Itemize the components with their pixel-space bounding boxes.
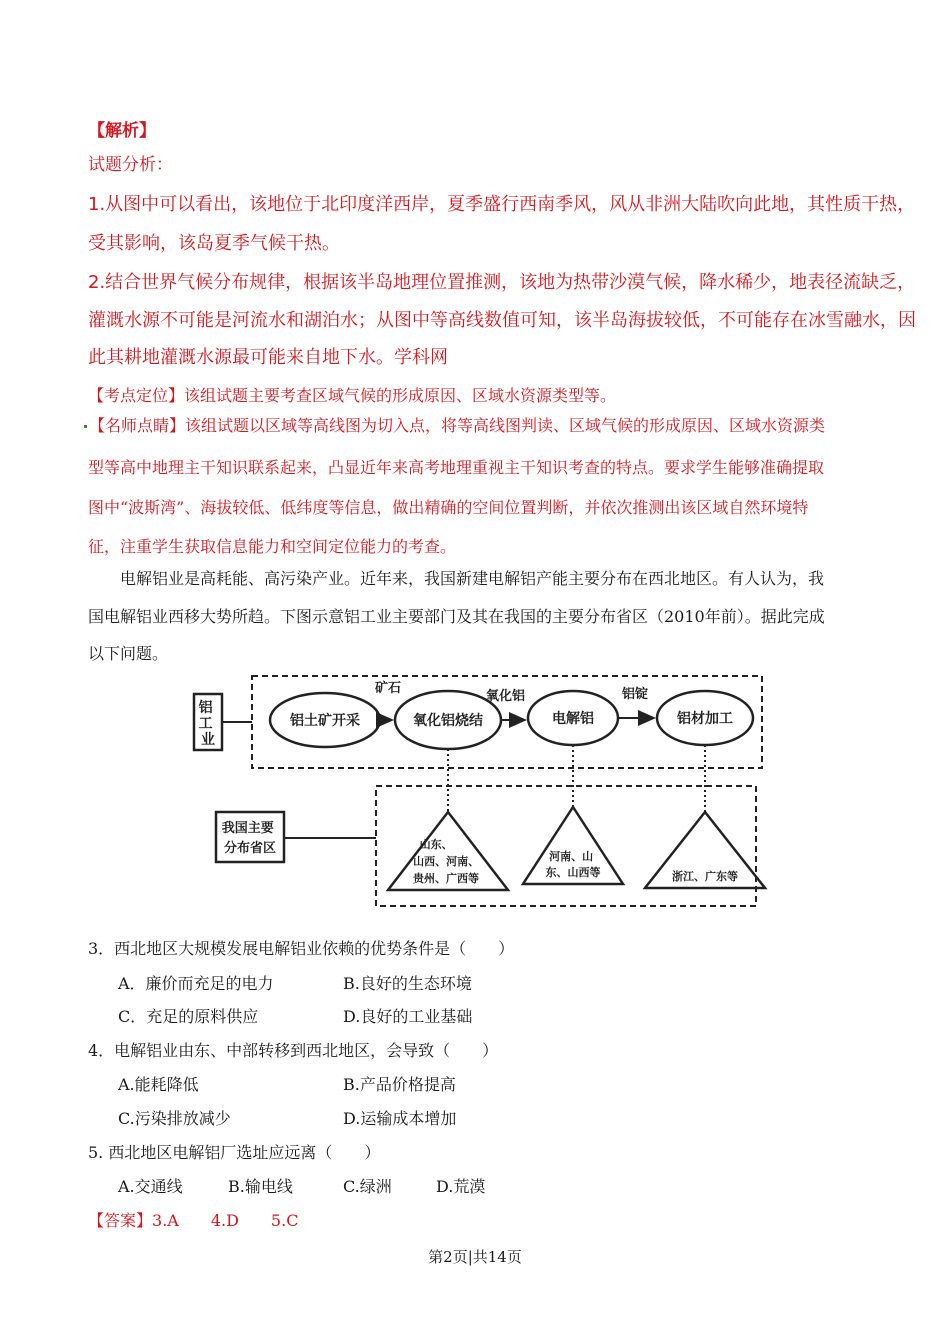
question-stem: 3．西北地区大规模发展电解铝业依赖的优势条件是（ ）	[88, 939, 515, 958]
kaodian-note: 【考点定位】该组试题主要考查区域气候的形成原因、区域水资源类型等。	[88, 386, 617, 405]
answer-line	[88, 1208, 298, 1231]
triangle-label-line: 河南、山	[549, 850, 594, 863]
option-b[interactable]: B.输电线	[228, 1177, 293, 1196]
option-d[interactable]: D.运输成本增加	[343, 1109, 457, 1128]
industry-label-char-1: 铝	[198, 700, 213, 716]
analysis-line: 此其耕地灌溉水源最可能来自地下水。学科网	[88, 347, 448, 368]
aluminum-industry-diagram	[180, 662, 770, 912]
triangle-label-line: 浙江、广东等	[672, 870, 738, 883]
analysis-heading: 【解析】	[88, 121, 156, 141]
region-label-line-1: 我国主要	[221, 821, 274, 836]
region-label-line-2: 分布省区	[223, 841, 277, 856]
node-label: 电解铝	[552, 711, 594, 727]
option-c[interactable]: C．充足的原料供应	[118, 1007, 259, 1026]
passage-line: 国电解铝业西移大势所趋。下图示意铝工业主要部门及其在我国的主要分布省区（2010年前）。据此完成	[88, 607, 825, 626]
mingshi-line: 图中“波斯湾”、海拔较低、低纬度等信息，做出精确的空间位置判断，并依次推测出该区域自然环境特	[88, 498, 809, 517]
analysis-line: 1.从图中可以看出，该地位于北印度洋西岸，夏季盛行西南季风，风从非洲大陆吹向此地，其性质干热，	[88, 194, 916, 215]
marker-icon	[84, 425, 87, 428]
analysis-line: 灌溉水源不可能是河流水和湖泊水；从图中等高线数值可知，该半岛海拔较低，不可能存在冰雪融水，因	[88, 310, 916, 331]
arrow-label: 矿石	[375, 681, 402, 696]
analysis-line: 2.结合世界气候分布规律，根据该半岛地理位置推测，该地为热带沙漠气候，降水稀少，地表径流缺乏，	[88, 272, 916, 293]
option-c[interactable]: C.绿洲	[343, 1177, 392, 1196]
triangle-label-line: 山西、河南、	[413, 855, 480, 868]
option-b[interactable]: B.产品价格提高	[343, 1075, 456, 1094]
arrow-label: 铝锭	[622, 687, 649, 702]
analysis-intro: 试题分析：	[88, 155, 173, 175]
node-label: 铝土矿开采	[290, 713, 360, 729]
option-c[interactable]: C.污染排放减少	[118, 1109, 231, 1128]
option-d[interactable]: D.荒漠	[436, 1177, 486, 1196]
passage-line: 以下问题。	[88, 644, 169, 663]
arrow-label: 氧化铝	[486, 689, 526, 704]
triangle-label	[546, 849, 601, 879]
node-label: 铝材加工	[677, 711, 733, 727]
node-label: 氧化铝烧结	[413, 713, 483, 729]
option-a[interactable]: A.交通线	[118, 1177, 183, 1196]
option-b[interactable]: B.良好的生态环境	[343, 974, 472, 993]
region-label	[222, 820, 279, 856]
industry-label	[199, 699, 218, 748]
option-a[interactable]: A．廉价而充足的电力	[118, 974, 274, 993]
triangle-label-line: 东、山西等	[545, 866, 601, 879]
mingshi-line: 型等高中地理主干知识联系起来，凸显近年来高考地理重视主干知识考查的特点。要求学生能够准确提取	[88, 458, 825, 477]
analysis-line: 受其影响，该岛夏季气候干热。	[88, 233, 340, 254]
mingshi-note: 【名师点睛】该组试题以区域等高线图为切入点，将等高线图判读、区域气候的形成原因、区域水资源类	[84, 413, 825, 436]
triangle-label-line: 贵州、广西等	[413, 872, 479, 885]
answer-values: 3.A 4.D 5.C	[152, 1211, 299, 1230]
industry-label-char-3: 业	[201, 732, 215, 748]
answer-label: 【答案】	[88, 1211, 153, 1230]
triangle-label-line: 山东、	[419, 838, 453, 851]
passage-line: 电解铝业是高耗能、高污染产业。近年来，我国新建电解铝产能主要分布在西北地区。有人认为，我	[120, 569, 825, 588]
mingshi-line: 征，注重学生获取信息能力和空间定位能力的考查。	[88, 537, 457, 556]
question-stem: 5. 西北地区电解铝厂选址应远离（ ）	[88, 1143, 381, 1162]
triangle-label	[672, 869, 738, 883]
option-a[interactable]: A.能耗降低	[118, 1075, 199, 1094]
industry-label-char-2: 工	[198, 716, 213, 732]
question-stem: 4．电解铝业由东、中部转移到西北地区，会导致（ ）	[88, 1041, 499, 1060]
option-d[interactable]: D.良好的工业基础	[343, 1007, 473, 1026]
page-footer: 第2页|共14页	[428, 1248, 522, 1266]
